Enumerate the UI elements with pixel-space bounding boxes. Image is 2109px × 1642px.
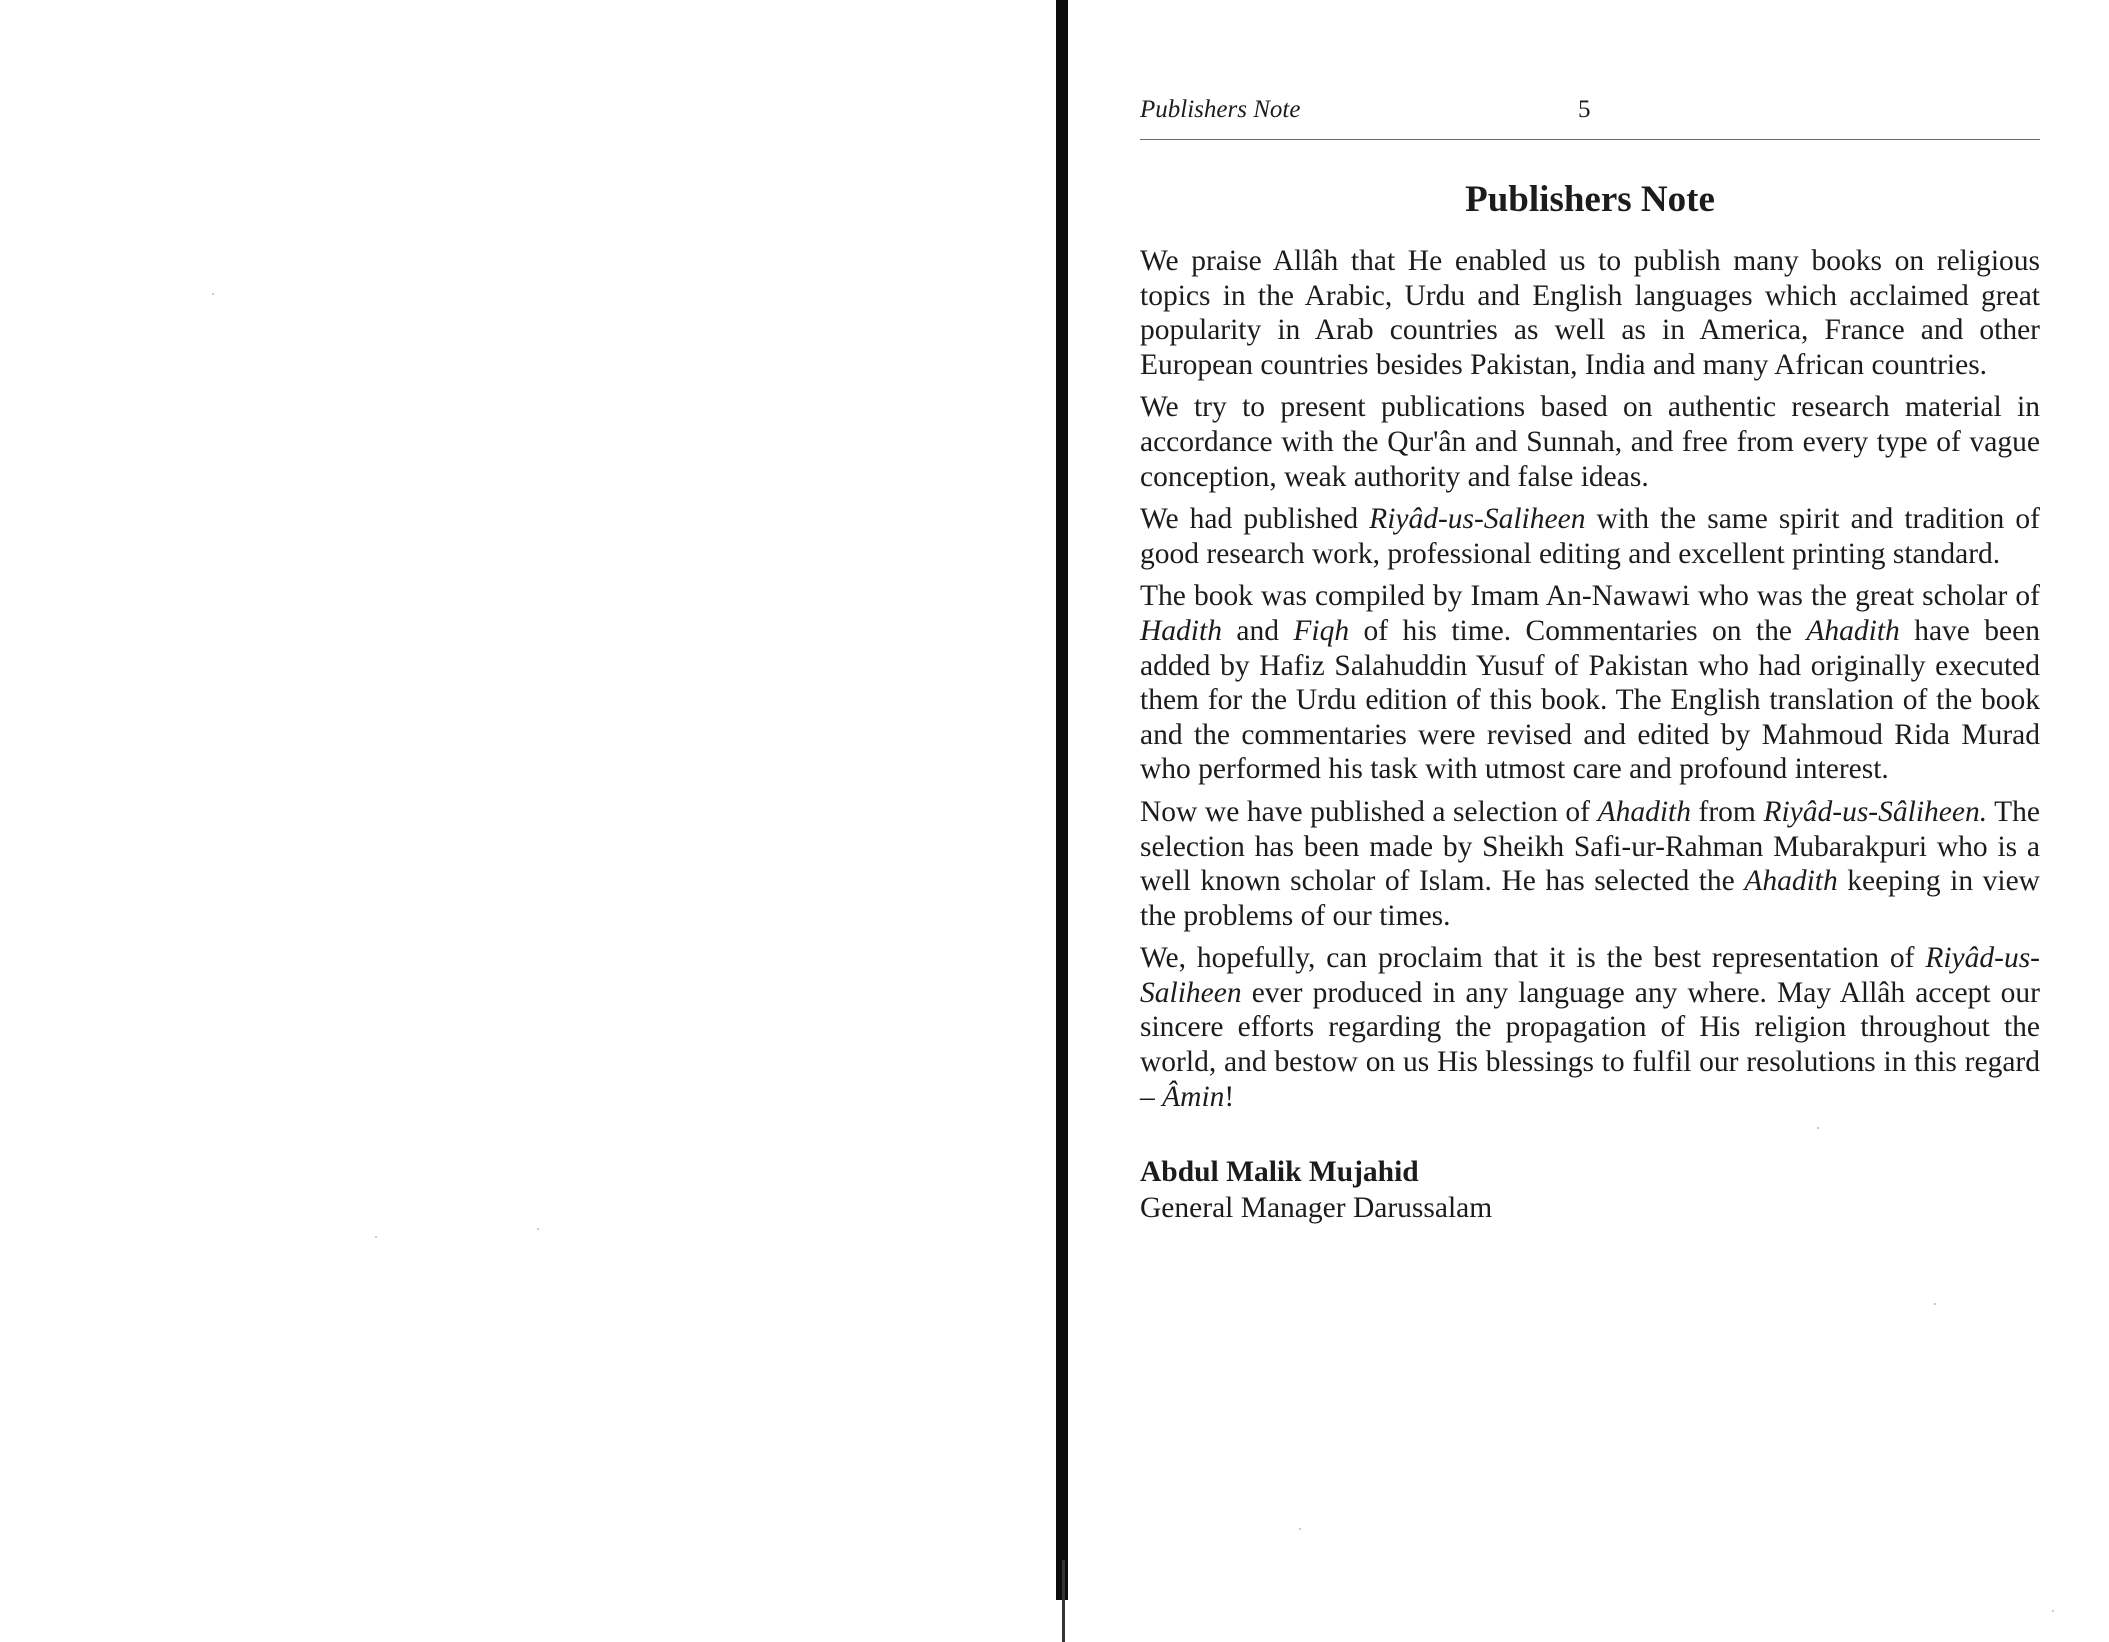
page-content (1140, 172, 2040, 1226)
book-gutter (1056, 0, 1068, 1600)
body-paragraph (1140, 390, 2040, 494)
italic-term: Ahadith (1597, 795, 1691, 828)
italic-term: Riyâd-us-Sâliheen. (1763, 795, 1988, 828)
paper-speck (2052, 1610, 2054, 1612)
paper-speck (212, 293, 214, 295)
italic-term: Riyâd-us-Saliheen (1369, 503, 1586, 536)
paper-speck (375, 1236, 377, 1238)
text-run: from (1690, 795, 1764, 828)
page-title: Publishers Note (1465, 179, 1715, 220)
paper-speck (1934, 1303, 1936, 1305)
body-text (1140, 244, 2040, 1114)
body-paragraph (1140, 579, 2040, 787)
text-run: ! (1224, 1080, 1235, 1113)
signer-name: Abdul Malik Mujahid (1140, 1156, 1419, 1189)
body-paragraph (1140, 502, 2040, 571)
text-run: with the same spirit and tradition of good research work, professional editing and excellent printing standard. (1140, 503, 2040, 570)
text-run: We try to present publications based on authentic research material in accordance with the Qur'ân and Sunnah, and free from every type of vague conception, weak authority and false ideas. (1140, 391, 2040, 493)
book-gutter-tail (1062, 1560, 1065, 1642)
running-header-title: Publishers Note (1140, 96, 1301, 123)
header-rule (1140, 139, 2040, 140)
text-run: have been added by Hafiz Salahuddin Yusuf of Pakistan who had originally executed them for the Urdu edition of this book. The English translation of the book and the commentaries were revised and edited by Mahmoud Rida Murad who performed his task with utmost care and profound interest. (1140, 614, 2040, 786)
text-run: ever produced in any language any where. May Allâh accept our sincere efforts regarding the propagation of His religion throughout the world, and bestow on us His blessings to fulfil our resolutions in this regard – (1140, 976, 2040, 1113)
italic-term: Fiqh (1293, 614, 1350, 647)
body-paragraph (1140, 244, 2040, 382)
text-run: keeping in view the problems of our times. (1140, 865, 2040, 932)
page-number: 5 (1578, 96, 1591, 123)
paper-speck (1299, 1528, 1301, 1530)
paper-speck (537, 1228, 539, 1230)
text-run: The selection has been made by Sheikh Safi-ur-Rahman Mubarakpuri who is a well known scholar of Islam. He has selected the (1140, 795, 2040, 898)
italic-term: Hadith (1140, 614, 1222, 647)
text-run: Now we have published a selection of (1140, 795, 1598, 828)
text-run: and (1221, 614, 1294, 647)
running-header (1140, 96, 2040, 130)
body-paragraph (1140, 941, 2040, 1114)
italic-term: Ahadith (1744, 865, 1838, 898)
text-run: We praise Allâh that He enabled us to publish many books on religious topics in the Arabic, Urdu and English languages which acclaimed great popularity in Arab countries as well as in America, France and other European countries besides Pakistan, India and many African countries. (1140, 245, 2040, 381)
italic-term: Riyâd-us-Saliheen (1140, 942, 2040, 1009)
text-run: We, hopefully, can proclaim that it is the best representation of (1140, 942, 1926, 975)
body-paragraph (1140, 795, 2040, 933)
italic-term: Âmin (1162, 1080, 1225, 1113)
paper-speck (1817, 1127, 1819, 1129)
signer-role: General Manager Darussalam (1140, 1192, 1493, 1225)
text-run: We had published (1140, 503, 1370, 536)
text-run: of his time. Commentaries on the (1349, 614, 1807, 647)
italic-term: Ahadith (1806, 614, 1900, 647)
signature-block (1140, 1154, 2040, 1226)
text-run: The book was compiled by Imam An-Nawawi who was the great scholar of (1140, 580, 2040, 613)
